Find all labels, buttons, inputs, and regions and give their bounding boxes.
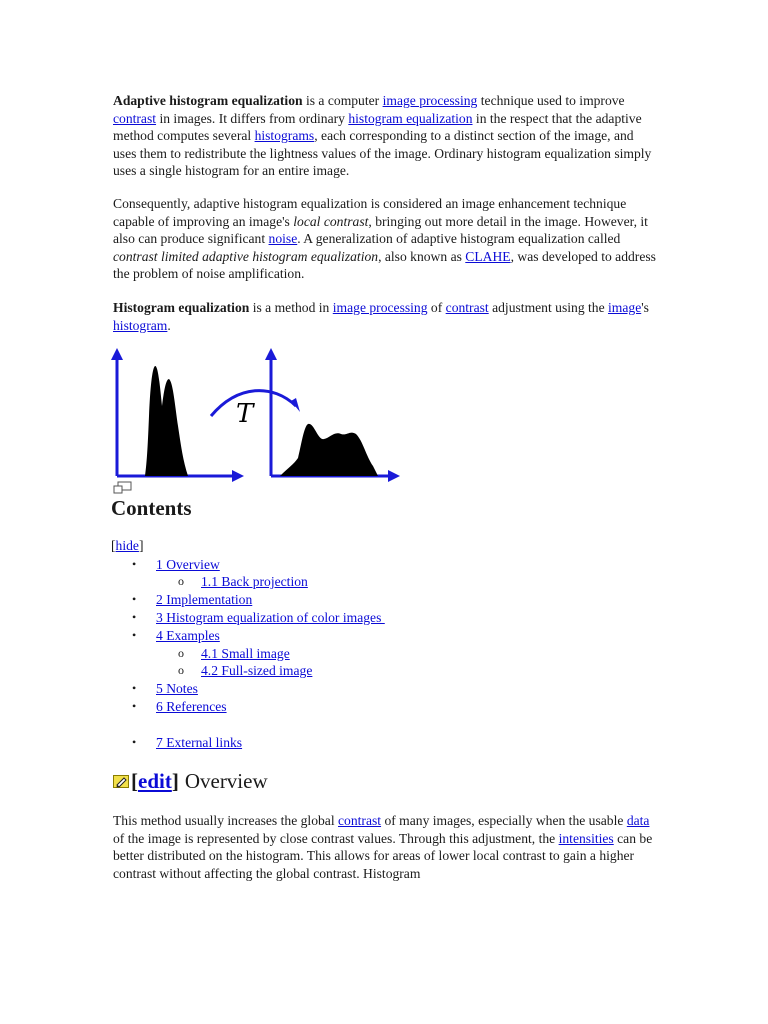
toc-subitem: [111, 645, 511, 663]
text-run: , each corresponding to a distinct section of the image, and uses them to redistribute the lightness values of the image. Ordinary histogram equalization simply uses a single histogram for an entire image.: [113, 128, 652, 179]
second-paragraph: [113, 195, 658, 283]
original-histogram-chart: [111, 348, 244, 482]
histogram-equalization-figure[interactable]: [108, 346, 400, 494]
intro-paragraph: [113, 92, 658, 180]
toc-subitem: [111, 573, 511, 591]
bracket-close: ]: [138, 538, 144, 553]
bullet-icon: •: [132, 609, 137, 624]
bullet-icon: •: [132, 698, 137, 713]
link-image-processing[interactable]: image processing: [382, 93, 478, 108]
text-run: adjustment using the: [488, 300, 609, 315]
link-noise[interactable]: noise: [268, 231, 298, 247]
link-image-processing-2[interactable]: image processing: [332, 300, 428, 315]
toc-spacer: [111, 716, 511, 734]
toc-item: [111, 698, 511, 716]
toc-link-overview[interactable]: 1 Overview: [156, 556, 220, 572]
sub-bullet-icon: o: [178, 663, 184, 678]
toc-link-color-images[interactable]: 3 Histogram equalization of color images: [156, 609, 385, 625]
link-data[interactable]: data: [626, 813, 650, 828]
toc-link-full-sized-image[interactable]: 4.2 Full-sized image: [201, 663, 313, 679]
transform-arrow: [211, 391, 300, 429]
link-contrast-2[interactable]: contrast: [445, 300, 489, 315]
edit-section-link[interactable]: edit: [138, 769, 172, 793]
toc-link-references[interactable]: 6 References: [156, 698, 227, 714]
text-run: of the image is represented by close contrast values. Through this adjustment, the: [113, 830, 559, 846]
emphasis-local-contrast: local contrast: [293, 213, 369, 229]
link-image[interactable]: image: [608, 300, 642, 315]
text-run: , was developed to address the problem of noise amplification.: [113, 248, 656, 282]
bullet-icon: •: [132, 734, 137, 749]
link-intensities[interactable]: intensities: [558, 830, 614, 846]
emphasis-clahe-full: contrast limited adaptive histogram equalization: [113, 248, 379, 264]
link-contrast[interactable]: contrast: [113, 110, 157, 126]
sub-bullet-icon: o: [178, 645, 184, 660]
overview-heading: [113, 768, 268, 794]
text-run: of many images, especially when the usable: [381, 813, 627, 828]
text-run: , bringing out more detail in the image. However, it also can produce significant: [113, 213, 648, 247]
toc-item: [111, 680, 511, 698]
toc-link-back-projection[interactable]: 1.1 Back projection: [201, 574, 308, 590]
text-run: 's: [641, 300, 649, 315]
link-histograms[interactable]: histograms: [254, 128, 315, 144]
toc-link-implementation[interactable]: 2 Implementation: [156, 592, 253, 608]
toc-subitem: [111, 662, 511, 680]
text-run: This method usually increases the global: [113, 813, 339, 828]
toc-link-examples[interactable]: 4 Examples: [156, 627, 220, 643]
text-run: technique used to improve: [477, 93, 625, 108]
text-run: in images. It differs from ordinary: [156, 110, 349, 126]
edit-pencil-icon[interactable]: [113, 773, 129, 789]
overview-paragraph: [113, 812, 658, 882]
text-run: Consequently, adaptive histogram equalization is considered an image enhancement technique capable of improving an image's: [113, 196, 627, 229]
contents-title: Contents: [111, 496, 192, 520]
bullet-icon: •: [132, 627, 137, 642]
toc-item: [111, 627, 511, 645]
toc-item: [111, 591, 511, 609]
edit-bracket-open: [: [131, 769, 138, 793]
toc-item: [111, 556, 511, 574]
edit-bracket-close: ]: [171, 769, 179, 793]
term-histogram-equalization: Histogram equalization: [113, 300, 250, 315]
text-run: is a method in: [249, 300, 333, 315]
link-histogram-equalization[interactable]: histogram equalization: [348, 110, 473, 126]
term-adaptive-histogram-equalization: Adaptive histogram equalization: [113, 93, 303, 108]
text-run: can be better distributed on the histogram. This allows for areas of lower local contrast to gain a higher contrast without affecting the global contrast. Histogram: [113, 830, 653, 881]
text-run: in the respect that the adaptive method computes several: [113, 110, 642, 144]
overview-title: Overview: [184, 769, 268, 793]
sub-bullet-icon: o: [178, 574, 184, 589]
link-histogram[interactable]: histogram: [113, 317, 168, 333]
equalized-histogram-chart: [265, 348, 400, 482]
text-run: of: [427, 300, 446, 315]
bullet-icon: •: [132, 681, 137, 696]
text-run: .: [167, 317, 171, 333]
text-run: . A generalization of adaptive histogram equalization called: [297, 231, 621, 247]
bracket-open: [: [111, 538, 116, 553]
bullet-icon: •: [132, 556, 137, 571]
toc-link-external-links[interactable]: 7 External links: [156, 734, 243, 750]
histogram-equalization-paragraph: [113, 299, 658, 334]
transform-label: T: [236, 399, 254, 429]
link-contrast-3[interactable]: contrast: [338, 813, 382, 828]
text-run: is a computer: [302, 93, 383, 108]
text-run: , also known as: [378, 248, 466, 264]
toc-item: [111, 734, 511, 752]
toc-link-small-image[interactable]: 4.1 Small image: [201, 645, 290, 661]
bullet-icon: •: [132, 592, 137, 607]
toc-item: [111, 609, 511, 627]
enlarge-icon[interactable]: [114, 482, 131, 493]
toc-hide-control: [111, 537, 511, 555]
link-clahe[interactable]: CLAHE: [465, 248, 511, 264]
table-of-contents: [111, 537, 511, 752]
toc-link-notes[interactable]: 5 Notes: [156, 681, 198, 697]
toc-hide-link[interactable]: hide: [115, 538, 139, 553]
